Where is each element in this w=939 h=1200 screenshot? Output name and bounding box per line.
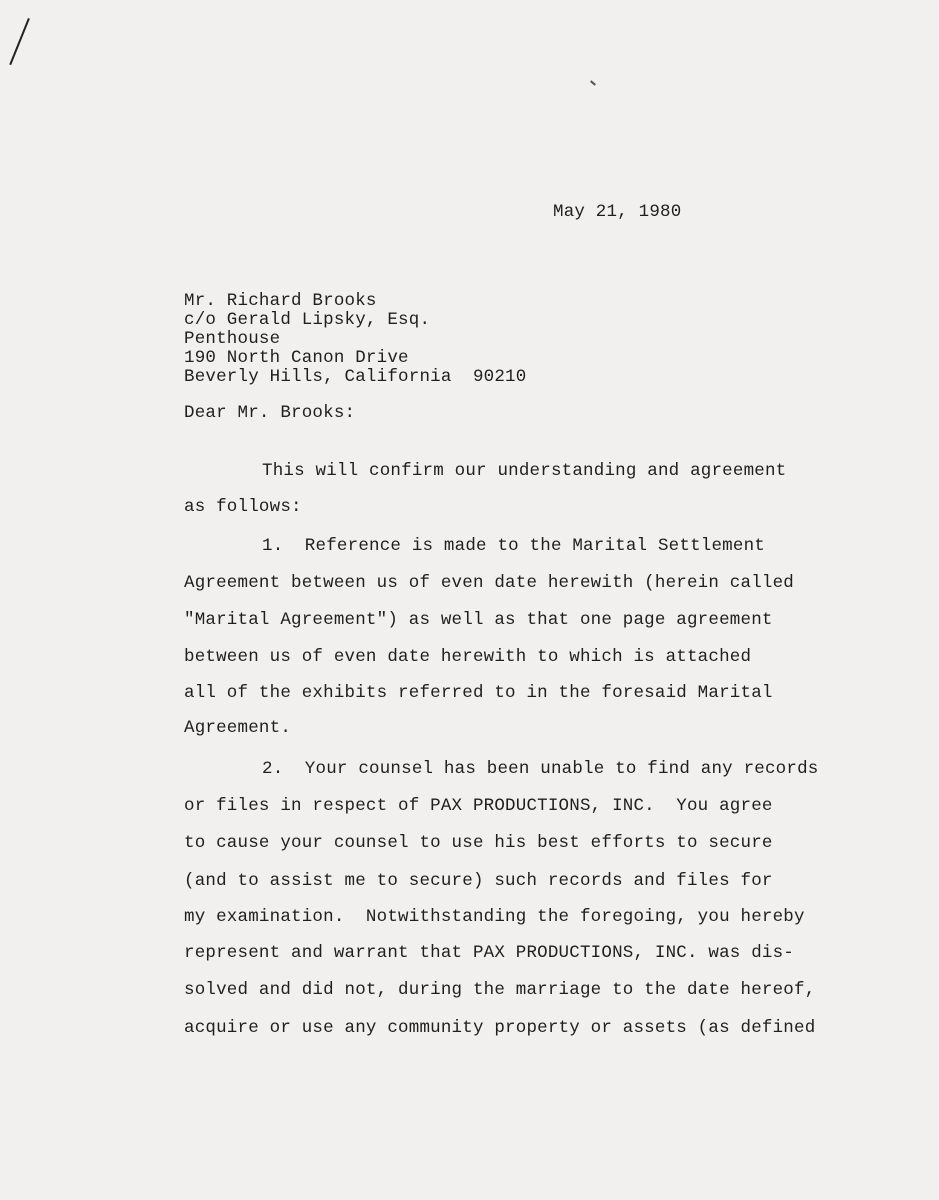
address-line: Mr. Richard Brooks — [184, 291, 377, 311]
address-line: c/o Gerald Lipsky, Esq. — [184, 310, 431, 330]
paragraph-2-line: to cause your counsel to use his best efforts to secure — [184, 833, 773, 853]
paragraph-2-line: represent and warrant that PAX PRODUCTIONS, INC. was dis- — [184, 943, 794, 963]
address-line: 190 North Canon Drive — [184, 348, 409, 368]
salutation: Dear Mr. Brooks: — [184, 403, 356, 423]
paragraph-1-line: between us of even date herewith to which is attached — [184, 647, 752, 667]
paragraph-1-line: "Marital Agreement") as well as that one page agreement — [184, 610, 773, 630]
paragraph-2-line: my examination. Notwithstanding the foregoing, you hereby — [184, 907, 805, 927]
address-line: Beverly Hills, California 90210 — [184, 367, 527, 387]
address-line: Penthouse — [184, 329, 281, 349]
paragraph-2-line: acquire or use any community property or assets (as defined — [184, 1018, 816, 1038]
intro-line: as follows: — [184, 497, 302, 517]
paper-speck — [590, 80, 596, 85]
pen-mark — [9, 18, 30, 65]
paragraph-1-line: 1. Reference is made to the Marital Settlement — [262, 536, 765, 556]
paragraph-2-line: or files in respect of PAX PRODUCTIONS, INC. You agree — [184, 796, 773, 816]
paragraph-1-line: Agreement. — [184, 718, 292, 738]
paragraph-2-line: (and to assist me to secure) such records and files for — [184, 871, 773, 891]
paragraph-2-line: solved and did not, during the marriage to the date hereof, — [184, 980, 816, 1000]
paragraph-1-line: Agreement between us of even date herewith (herein called — [184, 573, 794, 593]
paragraph-1-line: all of the exhibits referred to in the foresaid Marital — [184, 683, 773, 703]
letter-date: May 21, 1980 — [553, 202, 682, 222]
intro-line: This will confirm our understanding and agreement — [262, 461, 787, 481]
paragraph-2-line: 2. Your counsel has been unable to find any records — [262, 759, 819, 779]
